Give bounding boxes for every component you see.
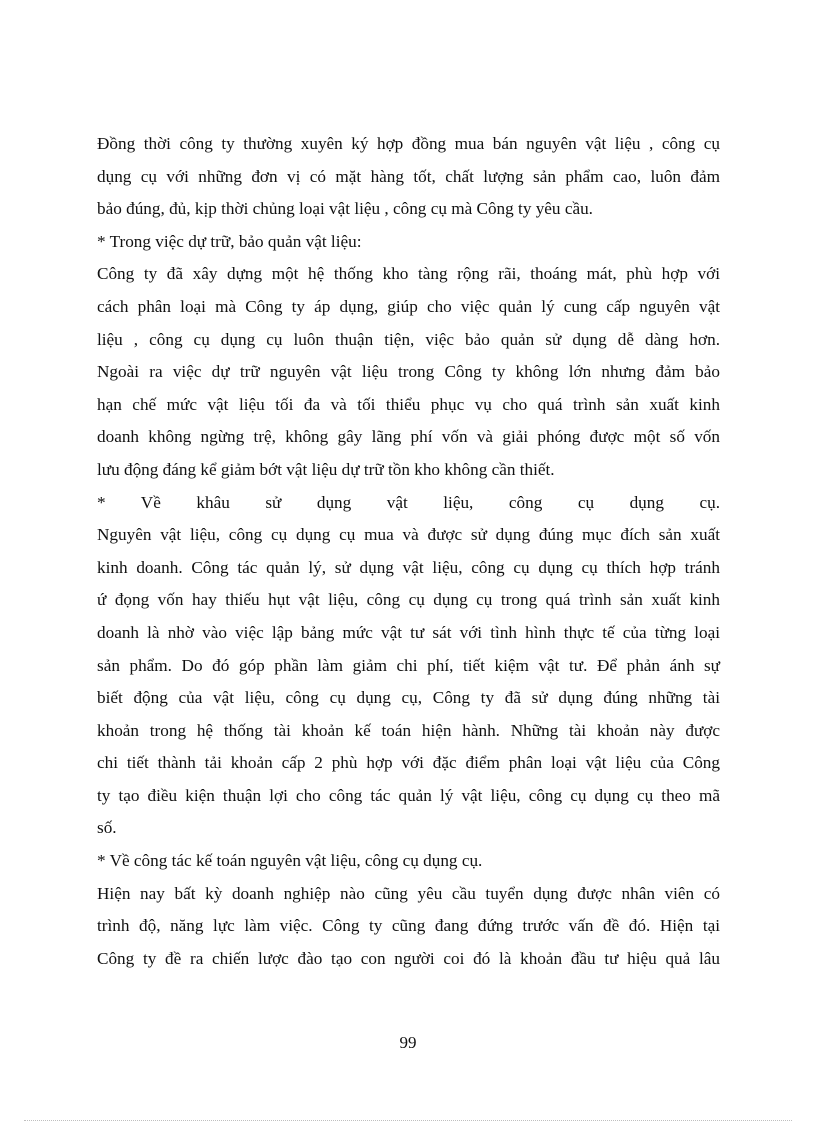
page-number: 99	[399, 1033, 417, 1052]
text-line: Hiện nay bất kỳ doanh nghiệp nào cũng yêu cầu tuyển dụng được nhân viên có	[97, 883, 720, 903]
text-line: chi tiết thành tải khoản cấp 2 phù hợp với đặc điểm phân loại vật liệu của Công	[97, 753, 720, 773]
text-line: liệu , công cụ dụng cụ luôn thuận tiện, việc bảo quản sử dụng dễ dàng hơn.	[97, 329, 720, 349]
text-line: trình độ, năng lực làm việc. Công ty cũng đang đứng trước vấn đề đó. Hiện tại	[97, 916, 720, 936]
body-text	[97, 128, 720, 975]
text-line: cách phân loại mà Công ty áp dụng, giúp cho việc quản lý cung cấp nguyên vật	[97, 296, 720, 316]
text-line: bảo đúng, đủ, kịp thời chủng loại vật liệu , công cụ mà Công ty yêu cầu.	[97, 199, 593, 219]
text-line: ứ đọng vốn hay thiếu hụt vật liệu, công cụ dụng cụ trong quá trình sản xuất kinh	[97, 590, 720, 610]
text-line: hạn chế mức vật liệu tối đa và tối thiểu phục vụ cho quá trình sản xuất kinh	[97, 394, 720, 414]
text-line: khoản trong hệ thống tài khoản kế toán hiện hành. Những tài khoản này được	[97, 720, 720, 740]
text-line: số.	[97, 818, 117, 838]
text-line: Công ty đề ra chiến lược đào tạo con người coi đó là khoản đầu tư hiệu quả lâu	[97, 948, 720, 968]
text-line: Đồng thời công ty thường xuyên ký hợp đồng mua bán nguyên vật liệu , công cụ	[97, 134, 720, 153]
text-line: Công ty đã xây dựng một hệ thống kho tàng rộng rãi, thoáng mát, phù hợp với	[97, 264, 720, 284]
page-bottom-divider	[24, 1120, 792, 1121]
section-heading-usage: * Về khâu sử dụng vật liệu, công cụ dụng cụ.	[97, 492, 720, 512]
text-line: dụng cụ với những đơn vị có mặt hàng tốt, chất lượng sản phẩm cao, luôn đảm	[97, 166, 720, 186]
text-line: lưu động đáng kể giảm bớt vật liệu dự trữ tồn kho không cần thiết.	[97, 459, 555, 479]
text-line: doanh không ngừng trệ, không gây lãng phí vốn và giải phóng được một số vốn	[97, 427, 720, 447]
text-line: sản phẩm. Do đó góp phần làm giảm chi phí, tiết kiệm vật tư. Để phản ánh sự	[97, 655, 720, 675]
text-line: ty tạo điều kiện thuận lợi cho công tác quản lý vật liệu, công cụ dụng cụ theo mã	[97, 785, 720, 805]
section-heading-storage: * Trong việc dự trữ, bảo quản vật liệu:	[97, 231, 362, 251]
section-heading-accounting: * Về công tác kế toán nguyên vật liệu, công cụ dụng cụ.	[97, 851, 483, 871]
text-line: kinh doanh. Công tác quản lý, sử dụng vật liệu, công cụ dụng cụ thích hợp tránh	[97, 557, 720, 577]
text-line: biết động của vật liệu, công cụ dụng cụ, Công ty đã sử dụng đúng những tài	[97, 688, 720, 708]
text-line: Ngoài ra việc dự trữ nguyên vật liệu trong Công ty không lớn nhưng đảm bảo	[97, 362, 720, 382]
text-line: Nguyên vật liệu, công cụ dụng cụ mua và được sử dụng đúng mục đích sản xuất	[97, 525, 720, 545]
text-line: doanh là nhờ vào việc lập bảng mức vật tư sát với tình hình thực tế của từng loại	[97, 622, 720, 642]
